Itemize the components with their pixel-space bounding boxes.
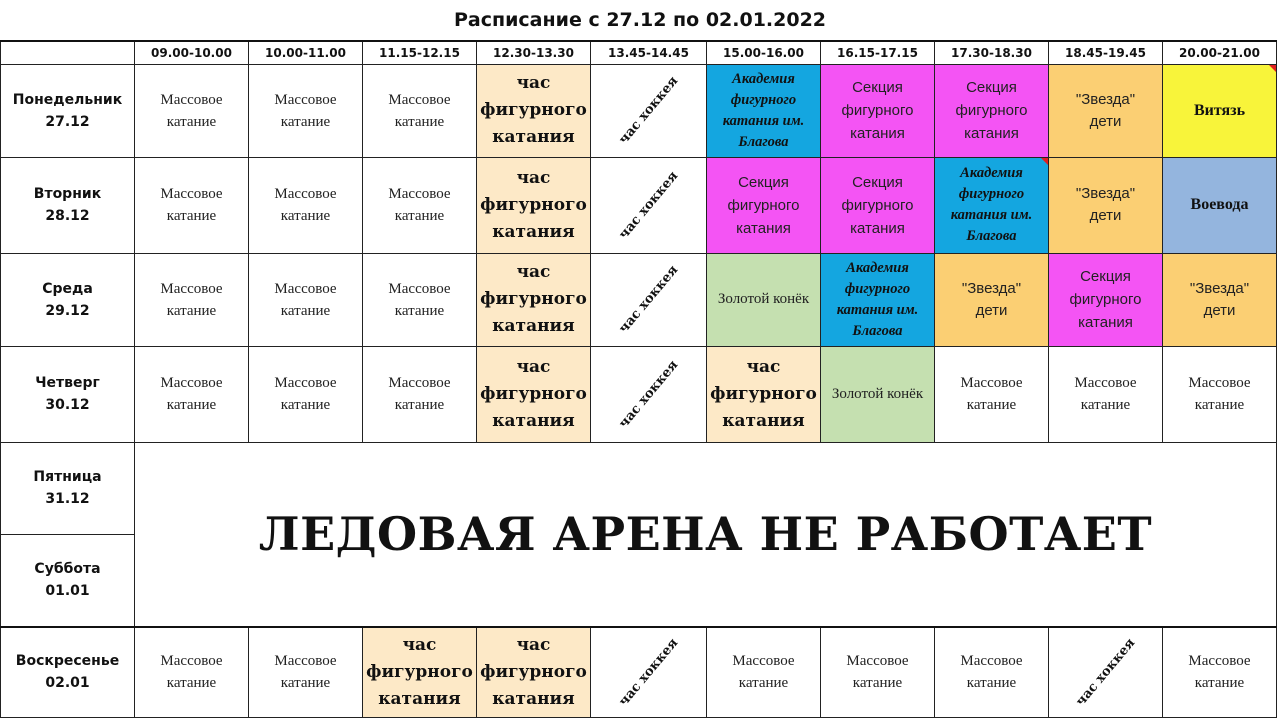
time-slot-header: 11.15-12.15 [363,41,477,64]
mass-skating-cell: Массовое катание [821,627,935,717]
hockey-hour-cell: час хоккея [591,253,707,346]
section-cell: Секция фигурного катания [935,64,1049,157]
figure-skating-hour-cell: час фигурного катания [707,346,821,442]
figure-skating-hour-cell: час фигурного катания [477,253,591,346]
day-row-tuesday [1,157,1277,253]
day-row-friday [1,442,1277,534]
figure-skating-hour-cell: час фигурного катания [363,627,477,717]
mass-skating-cell: Массовое катание [935,627,1049,717]
mass-skating-cell: Массовое катание [249,157,363,253]
day-name: Вторник [33,186,102,202]
time-slot-header: 10.00-11.00 [249,41,363,64]
hockey-hour-cell: час хоккея [591,627,707,717]
mass-skating-cell: Массовое катание [363,157,477,253]
day-cell [1,346,135,442]
hockey-hour-cell: час хоккея [1049,627,1163,717]
mass-skating-cell: Массовое катание [363,253,477,346]
golden-skate-cell: Золотой конёк [821,346,935,442]
hockey-hour-cell: час хоккея [591,64,707,157]
day-cell [1,442,135,534]
day-row-wednesday [1,253,1277,346]
day-name: Четверг [35,375,100,391]
star-kids-cell: "Звезда" дети [1049,157,1163,253]
day-cell [1,534,135,627]
section-cell: Секция фигурного катания [821,157,935,253]
schedule-title: Расписание с 27.12 по 02.01.2022 [453,9,827,31]
day-name: Среда [42,280,93,297]
mass-skating-cell: Массовое катание [249,253,363,346]
time-slot-header: 17.30-18.30 [935,41,1049,64]
mass-skating-cell: Массовое катание [135,64,249,157]
mass-skating-cell: Массовое катание [135,157,249,253]
header-corner-cell [1,41,135,64]
figure-skating-hour-cell: час фигурного катания [477,627,591,717]
schedule-table [0,40,1277,718]
section-cell: Секция фигурного катания [1049,253,1163,346]
day-name: Пятница [33,469,102,485]
mass-skating-cell: Массовое катание [249,346,363,442]
academy-cell: Академия фигурного катания им. Благова [935,157,1049,253]
time-slot-header: 13.45-14.45 [591,41,707,64]
day-date: 30.12 [45,397,90,413]
hockey-hour-cell: час хоккея [591,157,707,253]
academy-cell: Академия фигурного катания им. Благова [821,253,935,346]
mass-skating-cell: Массовое катание [135,627,249,717]
day-cell [1,64,135,157]
time-slot-header: 16.15-17.15 [821,41,935,64]
day-date: 27.12 [45,113,90,130]
figure-skating-hour-cell: час фигурного катания [477,157,591,253]
mass-skating-cell: Массовое катание [249,627,363,717]
figure-skating-hour-cell: час фигурного катания [477,346,591,442]
time-slot-header: 18.45-19.45 [1049,41,1163,64]
day-date: 31.12 [45,491,90,507]
day-date: 01.01 [45,583,90,600]
arena-closed-notice: ЛЕДОВАЯ АРЕНА НЕ РАБОТАЕТ [135,442,1277,627]
mass-skating-cell: Массовое катание [707,627,821,717]
day-date: 28.12 [45,208,90,224]
golden-skate-cell: Золотой конёк [707,253,821,346]
mass-skating-cell: Массовое катание [1049,346,1163,442]
time-slot-header: 20.00-21.00 [1163,41,1277,64]
time-slot-header: 15.00-16.00 [707,41,821,64]
voevoda-cell: Воевода [1163,157,1277,253]
figure-skating-hour-cell: час фигурного катания [477,64,591,157]
mass-skating-cell: Массовое катание [935,346,1049,442]
mass-skating-cell: Массовое катание [249,64,363,157]
star-kids-cell: "Звезда" дети [1163,253,1277,346]
day-name: Воскресенье [15,653,120,670]
mass-skating-cell: Массовое катание [135,253,249,346]
day-row-sunday [1,627,1277,717]
academy-cell: Академия фигурного катания им. Благова [707,64,821,157]
hockey-hour-cell: час хоккея [591,346,707,442]
mass-skating-cell: Массовое катание [1163,627,1277,717]
time-slot-header: 09.00-10.00 [135,41,249,64]
vityaz-cell: Витязь [1163,64,1277,157]
day-cell [1,627,135,717]
mass-skating-cell: Массовое катание [1163,346,1277,442]
day-name: Суббота [34,561,101,578]
day-date: 02.01 [45,675,90,692]
day-cell [1,157,135,253]
star-kids-cell: "Звезда" дети [935,253,1049,346]
header-row [1,41,1277,64]
mass-skating-cell: Массовое катание [363,346,477,442]
day-cell [1,253,135,346]
day-row-thursday [1,346,1277,442]
day-name: Понедельник [12,91,123,108]
section-cell: Секция фигурного катания [821,64,935,157]
mass-skating-cell: Массовое катание [135,346,249,442]
time-slot-header: 12.30-13.30 [477,41,591,64]
section-cell: Секция фигурного катания [707,157,821,253]
star-kids-cell: "Звезда" дети [1049,64,1163,157]
mass-skating-cell: Массовое катание [363,64,477,157]
day-row-monday [1,64,1277,157]
day-date: 29.12 [45,302,90,319]
